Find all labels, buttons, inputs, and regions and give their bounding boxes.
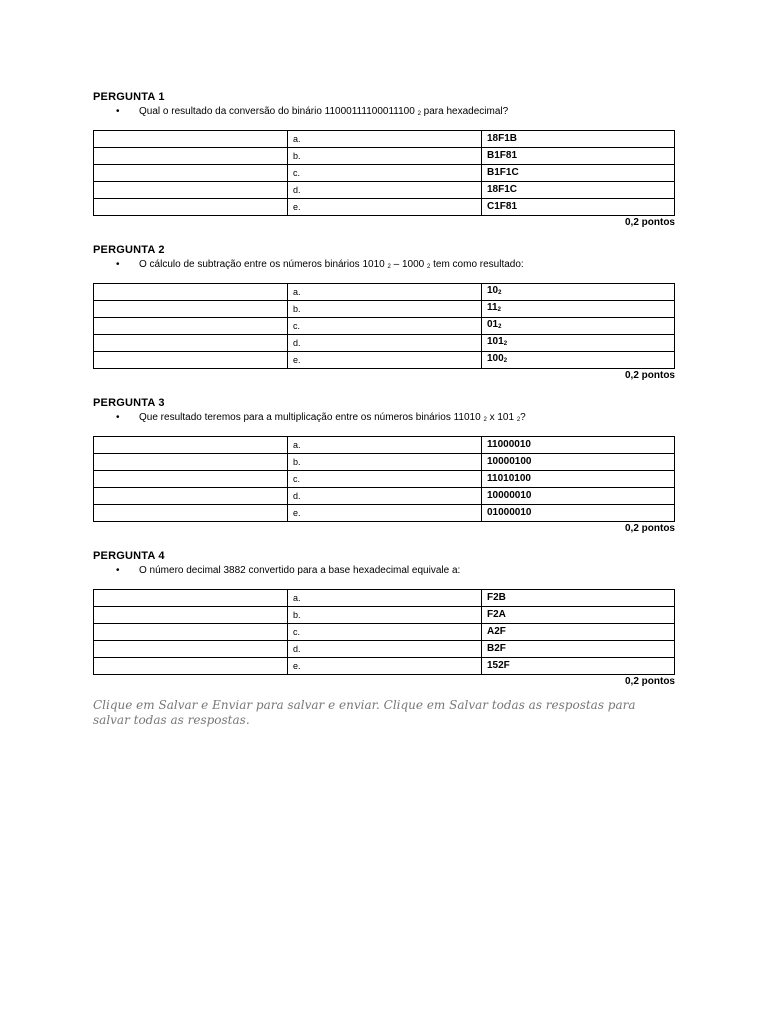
option-value: 01000010: [482, 505, 675, 522]
question-text: • O cálculo de subtração entre os números binários 1010 $_2$ – 1000 $_2$ tem como resultado:: [116, 259, 524, 270]
option-select-cell[interactable]: [94, 301, 288, 318]
question-title: PERGUNTA 1: [93, 91, 165, 103]
options-table: [93, 589, 675, 675]
option-value: 11010100: [482, 471, 675, 488]
option-value: $101_2$: [482, 335, 675, 352]
option-letter: a.: [288, 437, 482, 454]
option-select-cell[interactable]: [94, 131, 288, 148]
option-letter: a.: [288, 284, 482, 301]
question-block-3: [93, 396, 675, 549]
option-value: 11000010: [482, 437, 675, 454]
option-row[interactable]: [94, 284, 675, 301]
option-row[interactable]: [94, 641, 675, 658]
option-select-cell[interactable]: [94, 505, 288, 522]
save-instructions: Clique em Salvar e Enviar para salvar e enviar. Clique em Salvar todas as respostas para salvar todas as respostas.: [93, 698, 636, 727]
question-block-2: [93, 243, 675, 396]
option-select-cell[interactable]: [94, 454, 288, 471]
option-value: C1F81: [482, 199, 675, 216]
question-text: • Qual o resultado da conversão do binário 11000111100011100 $_2$ para hexadecimal?: [116, 106, 509, 117]
question-title: PERGUNTA 3: [93, 397, 165, 409]
option-row[interactable]: [94, 658, 675, 675]
option-row[interactable]: [94, 165, 675, 182]
option-value: B2F: [482, 641, 675, 658]
option-select-cell[interactable]: [94, 471, 288, 488]
option-row[interactable]: [94, 131, 675, 148]
option-select-cell[interactable]: [94, 641, 288, 658]
option-row[interactable]: [94, 182, 675, 199]
question-block-1: [93, 90, 675, 243]
option-select-cell[interactable]: [94, 335, 288, 352]
option-value: 10000100: [482, 454, 675, 471]
option-row[interactable]: [94, 301, 675, 318]
option-select-cell[interactable]: [94, 488, 288, 505]
option-select-cell[interactable]: [94, 352, 288, 369]
option-letter: c.: [288, 318, 482, 335]
option-row[interactable]: [94, 488, 675, 505]
option-row[interactable]: [94, 607, 675, 624]
option-select-cell[interactable]: [94, 318, 288, 335]
points-label: 0,2 pontos: [624, 676, 675, 687]
option-letter: d.: [288, 335, 482, 352]
option-letter: b.: [288, 607, 482, 624]
option-row[interactable]: [94, 505, 675, 522]
option-row[interactable]: [94, 148, 675, 165]
option-letter: c.: [288, 471, 482, 488]
option-row[interactable]: [94, 590, 675, 607]
option-select-cell[interactable]: [94, 165, 288, 182]
option-value: F2B: [482, 590, 675, 607]
option-select-cell[interactable]: [94, 284, 288, 301]
option-value: 18F1C: [482, 182, 675, 199]
option-value: 10000010: [482, 488, 675, 505]
option-select-cell[interactable]: [94, 199, 288, 216]
option-row[interactable]: [94, 352, 675, 369]
bullet-icon: •: [116, 106, 120, 117]
option-row[interactable]: [94, 454, 675, 471]
option-letter: a.: [288, 131, 482, 148]
option-letter: e.: [288, 352, 482, 369]
option-select-cell[interactable]: [94, 658, 288, 675]
options-table: [93, 283, 675, 369]
option-letter: b.: [288, 454, 482, 471]
option-row[interactable]: [94, 318, 675, 335]
bullet-icon: •: [116, 565, 120, 576]
question-block-4: [93, 549, 675, 702]
option-select-cell[interactable]: [94, 182, 288, 199]
option-select-cell[interactable]: [94, 624, 288, 641]
quiz-page: [93, 90, 675, 702]
points-label: 0,2 pontos: [624, 370, 675, 381]
option-letter: e.: [288, 658, 482, 675]
option-select-cell[interactable]: [94, 437, 288, 454]
option-value: $10_2$: [482, 284, 675, 301]
option-value: A2F: [482, 624, 675, 641]
points-label: 0,2 pontos: [624, 217, 675, 228]
option-letter: c.: [288, 624, 482, 641]
option-letter: c.: [288, 165, 482, 182]
option-letter: b.: [288, 148, 482, 165]
option-select-cell[interactable]: [94, 607, 288, 624]
option-value: F2A: [482, 607, 675, 624]
option-letter: d.: [288, 182, 482, 199]
option-row[interactable]: [94, 471, 675, 488]
option-row[interactable]: [94, 437, 675, 454]
option-letter: a.: [288, 590, 482, 607]
option-value: B1F81: [482, 148, 675, 165]
option-row[interactable]: [94, 624, 675, 641]
option-letter: e.: [288, 199, 482, 216]
option-letter: e.: [288, 505, 482, 522]
question-title: PERGUNTA 2: [93, 244, 165, 256]
option-letter: b.: [288, 301, 482, 318]
option-value: B1F1C: [482, 165, 675, 182]
option-value: $11_2$: [482, 301, 675, 318]
option-value: 152F: [482, 658, 675, 675]
option-select-cell[interactable]: [94, 590, 288, 607]
option-value: $01_2$: [482, 318, 675, 335]
bullet-icon: •: [116, 259, 120, 270]
options-table: [93, 130, 675, 216]
option-select-cell[interactable]: [94, 148, 288, 165]
question-text: • Que resultado teremos para a multiplicação entre os números binários 11010 $_2$ x 101 $_2$?: [116, 412, 526, 423]
option-letter: d.: [288, 641, 482, 658]
question-text: • O número decimal 3882 convertido para a base hexadecimal equivale a:: [116, 565, 461, 576]
option-row[interactable]: [94, 335, 675, 352]
bullet-icon: •: [116, 412, 120, 423]
question-title: PERGUNTA 4: [93, 550, 165, 562]
points-label: 0,2 pontos: [624, 523, 675, 534]
option-value: 18F1B: [482, 131, 675, 148]
option-value: $100_2$: [482, 352, 675, 369]
option-row[interactable]: [94, 199, 675, 216]
options-table: [93, 436, 675, 522]
option-letter: d.: [288, 488, 482, 505]
